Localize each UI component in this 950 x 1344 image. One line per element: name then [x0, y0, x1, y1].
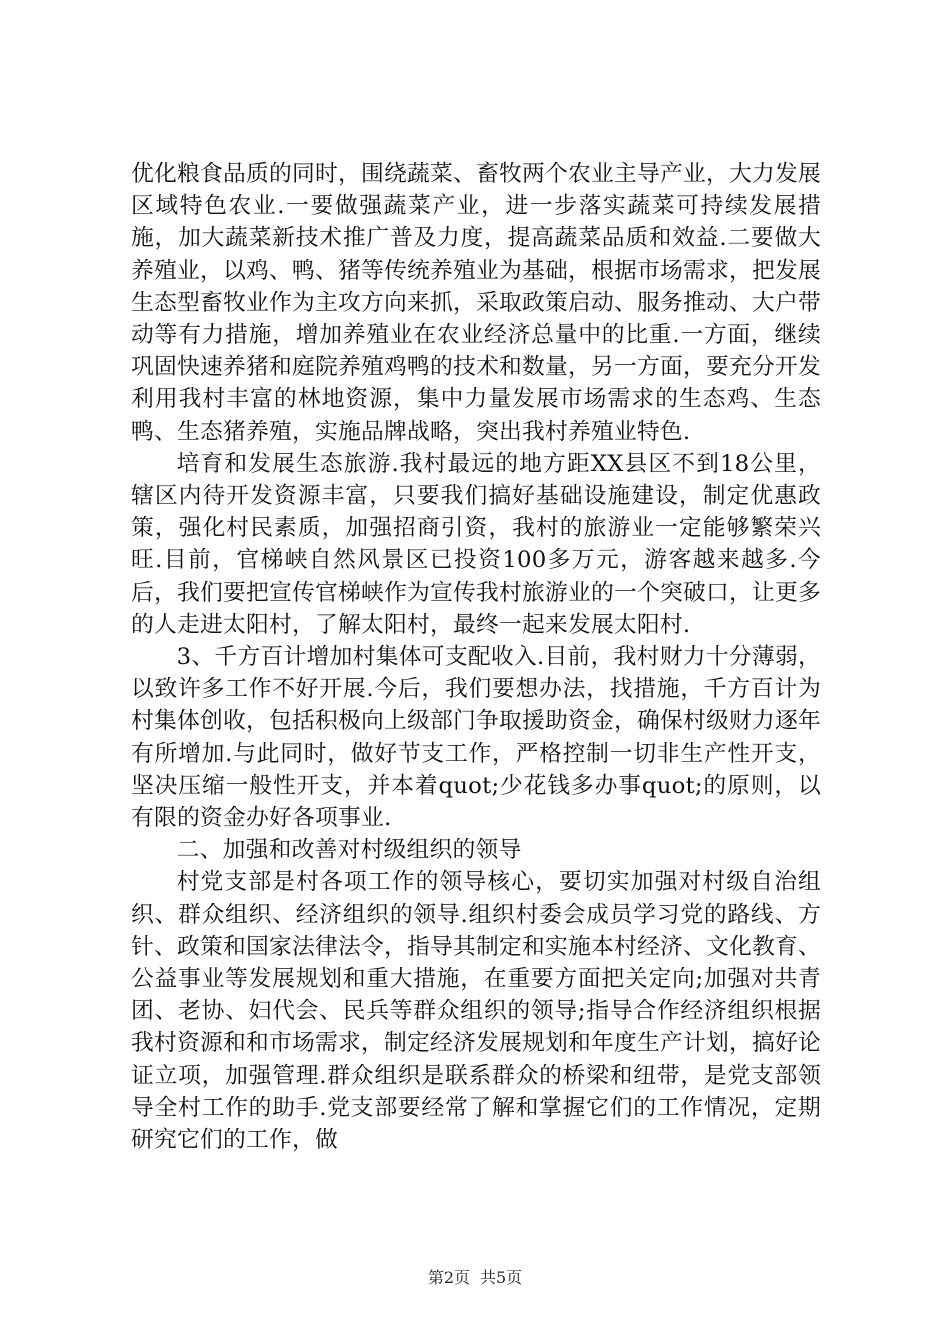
- paragraph-specialty-agriculture: 优化粮食品质的同时，围绕蔬菜、畜牧两个农业主导产业，大力发展区域特色农业.一要做强蔬菜产业，进一步落实蔬菜可持续发展措施，加大蔬菜新技术推广普及力度，提高蔬菜品质和效益.二要做大养殖业，以鸡、鸭、猪等传统养殖业为基础，根据市场需求，把发展生态型畜牧业作为主攻方向来抓，采取政策启动、服务推动、大户带动等有力措施，增加养殖业在农业经济总量中的比重.一方面，继续巩固快速养猪和庭院养殖鸡鸭的技术和数量，另一方面，要充分开发利用我村丰富的林地资源，集中力量发展市场需求的生态鸡、生态鸭、生态猪养殖，实施品牌战略，突出我村养殖业特色.: [131, 161, 821, 445]
- page-number: 第2页: [427, 1268, 470, 1287]
- paragraph-party-branch: 村党支部是村各项工作的领导核心，要切实加强对村级自治组织、群众组织、经济组织的领导.组织村委会成员学习党的路线、方针、政策和国家法律法令，指导其制定和实施本村经济、文化教育、公益事业等发展规划和重大措施，在重要方面把关定向;加强对共青团、老协、妇代会、民兵等群众组织的领导;指导合作经济组织根据我村资源和和市场需求，制定经济发展规划和年度生产计划，搞好论证立项，加强管理.群众组织是联系群众的桥梁和纽带，是党支部领导全村工作的助手.党支部要经常了解和掌握它们的工作情况，定期研究它们的工作，做: [131, 869, 821, 1154]
- page-footer: [0, 1268, 950, 1288]
- document-body: [131, 158, 821, 1156]
- paragraph-collective-income: 3、千方百计增加村集体可支配收入.目前，我村财力十分薄弱，以致许多工作不好开展.今后，我们要想办法，找措施，千方百计为村集体创收，包括积极向上级部门争取援助资金，确保村级财力逐年有所增加.与此同时，做好节支工作，严格控制一切非生产性开支，坚决压缩一般性开支，并本着quot;少花钱多办事quot;的原则，以有限的资金办好各项事业.: [131, 644, 821, 832]
- page-total: 共5页: [480, 1268, 523, 1287]
- paragraph-eco-tourism: 培育和发展生态旅游.我村最远的地方距XX县区不到18公里，辖区内待开发资源丰富，只要我们搞好基础设施建设，制定优惠政策，强化村民素质，加强招商引资，我村的旅游业一定能够繁荣兴旺.目前，官梯峡自然风景区已投资100多万元，游客越来越多.今后，我们要把宣传官梯峡作为宣传我村旅游业的一个突破口，让更多的人走进太阳村，了解太阳村，最终一起来发展太阳村.: [131, 450, 821, 638]
- section-heading-leadership: 二、加强和改善对村级组织的领导: [176, 837, 522, 864]
